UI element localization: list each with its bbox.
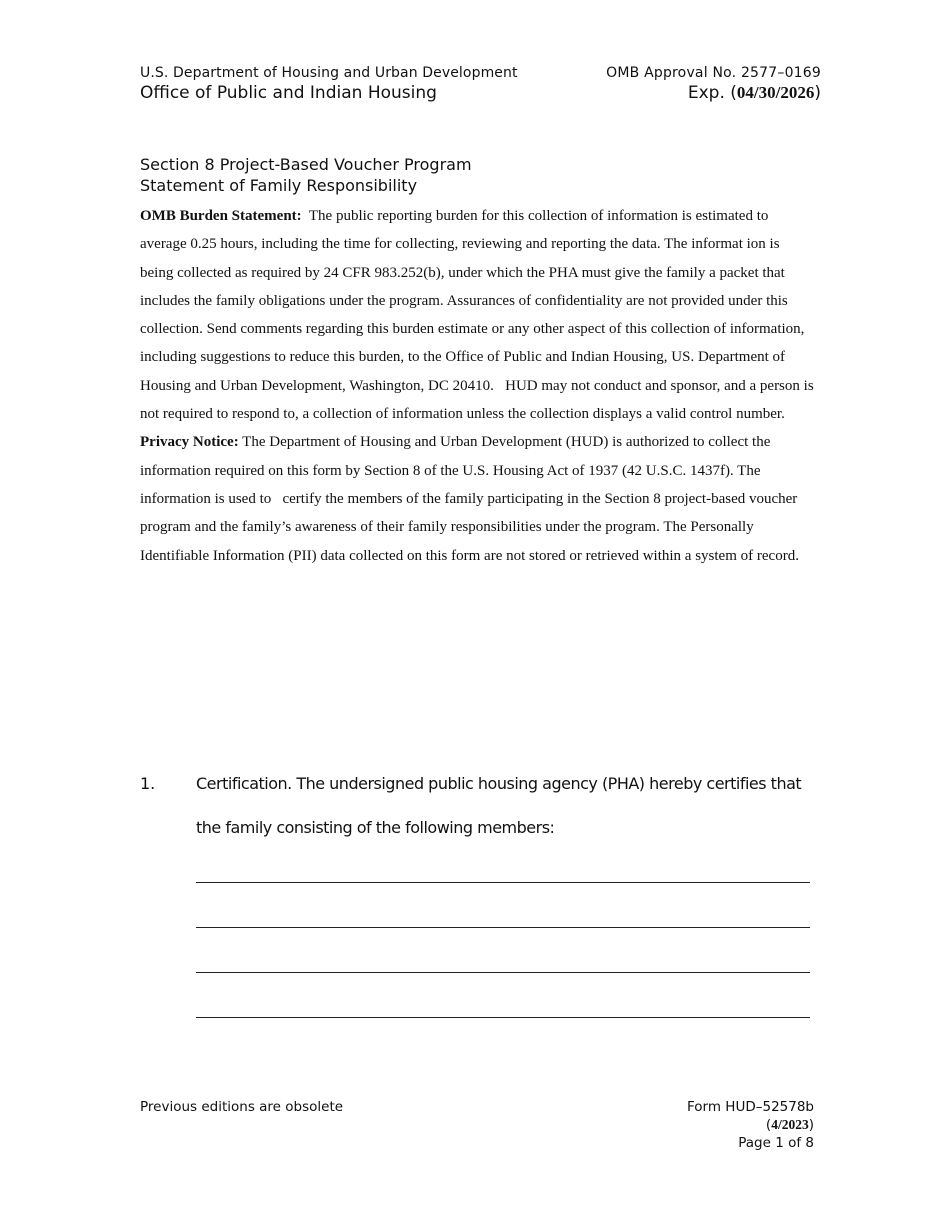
member-line-1[interactable] — [196, 868, 810, 883]
exp-date: 04/30/2026 — [736, 83, 815, 102]
privacy-notice — [140, 428, 816, 569]
form-date-suffix: ) — [808, 1117, 814, 1133]
omb-approval-number: OMB Approval No. 2577–0169 — [606, 65, 821, 81]
certification-text: Certification. The undersigned public housing agency (PHA) hereby certifies that the family consisting of the following members: — [196, 774, 802, 837]
agency-name: U.S. Department of Housing and Urban Development — [140, 65, 518, 81]
member-line-3[interactable] — [196, 958, 810, 973]
header-agency — [140, 64, 518, 104]
privacy-label: Privacy Notice: — [140, 434, 239, 451]
notices — [140, 202, 816, 570]
form-title — [140, 154, 472, 196]
family-members-lines — [196, 868, 810, 1048]
privacy-text: The Department of Housing and Urban Development (HUD) is authorized to collect the information required on this form by Section 8 of the U.S. Housing Act of 1937 (42 U.S.C. 1437f). The information is used to certify the members of the family participating in the Section 8 project-based voucher program and the family’s awareness of their family responsibilities under the program. The Personally Identifiable Information (PII) data collected on this form are not stored or retrieved within a system of record. — [140, 434, 802, 564]
expiration — [606, 82, 821, 104]
exp-suffix: ) — [814, 83, 821, 103]
burden-label: OMB Burden Statement: — [140, 208, 302, 224]
footer-obsolete-note: Previous editions are obsolete — [140, 1099, 344, 1115]
member-line-4[interactable] — [196, 1003, 810, 1018]
page-number: Page 1 of 8 — [738, 1135, 814, 1151]
section-number: 1. — [140, 774, 156, 793]
header-omb — [606, 64, 821, 104]
form-date-prefix: ( — [765, 1117, 772, 1133]
footer-form-info — [687, 1098, 814, 1152]
form-date — [687, 1116, 814, 1134]
office-name: Office of Public and Indian Housing — [140, 83, 437, 103]
exp-prefix: Exp. ( — [687, 83, 737, 103]
burden-statement — [140, 202, 816, 428]
member-line-2[interactable] — [196, 913, 810, 928]
form-date-value: 4/2023 — [771, 1117, 809, 1132]
form-number: Form HUD–52578b — [687, 1099, 814, 1115]
program-title: Section 8 Project-Based Voucher Program — [140, 155, 472, 174]
burden-text: The public reporting burden for this collection of information is estimated to average 0.25 hours, including the time for collecting, reviewing and reporting the data. The informat ion is being collected as required by 24 CFR 983.252(b), under which the PHA must give the family a packet that includes the family obligations under the program. Assurances of confidentiality are not provided under this collection. Send comments regarding this burden estimate or any other aspect of this collection of information, including suggestions to reduce this burden, to the Office of Public and Indian Housing, US. Department of Housing and Urban Development, Washington, DC 20410. HUD may not conduct and sponsor, and a person is not required to respond to, a collection of information unless the collection displays a valid control number. — [140, 208, 818, 423]
statement-title: Statement of Family Responsibility — [140, 176, 418, 195]
